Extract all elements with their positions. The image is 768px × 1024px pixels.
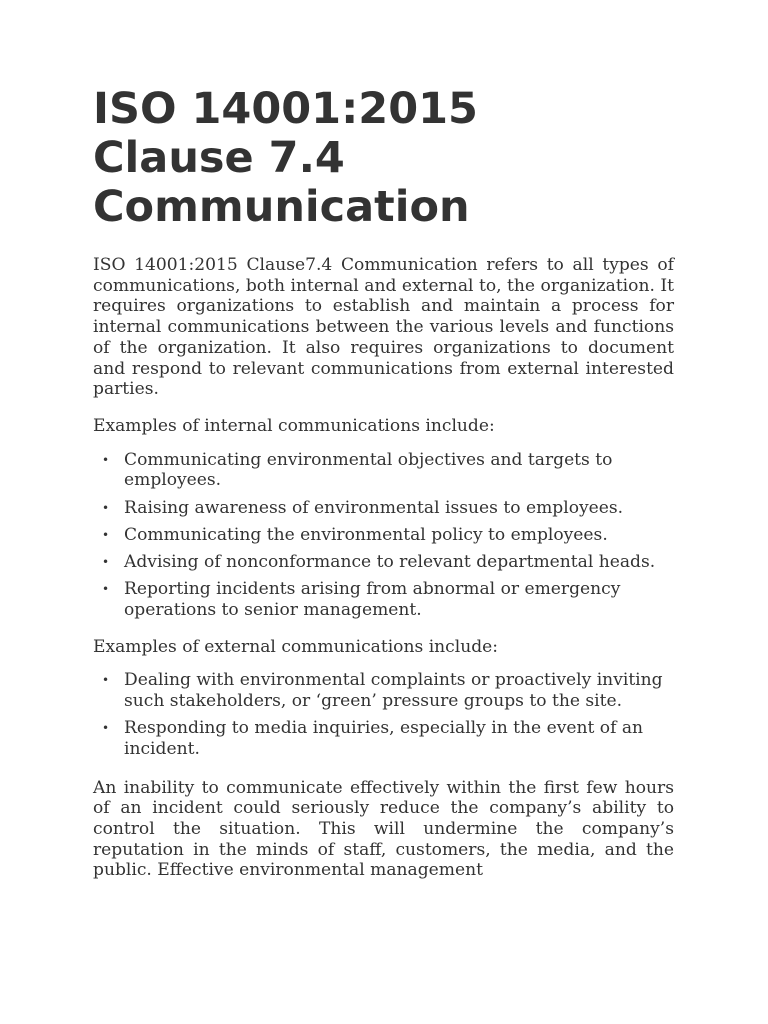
- bullet-icon: •: [102, 721, 110, 736]
- internal-examples-lead: Examples of internal communications include:: [93, 415, 495, 436]
- internal-examples-list: [93, 450, 674, 621]
- list-item: [93, 450, 674, 491]
- list-item-text: Communicating the environmental policy to employees.: [124, 524, 608, 545]
- list-item: [93, 718, 674, 759]
- bullet-icon: •: [102, 527, 110, 542]
- intro-paragraph: ISO 14001:2015 Clause7.4 Communication refers to all types of communications, both internal and external to, the organization. It requires organizations to establish and maintain a process for internal communications between the various levels and functions of the organization. It also requires organizations to document and respond to relevant communications from external interested parties.: [93, 255, 674, 400]
- closing-paragraph: An inability to communicate effectively within the first few hours of an incident could seriously reduce the company’s ability to control the situation. This will undermine the company’s reputation in the minds of staff, customers, the media, and the public. Effective environmental management: [93, 777, 674, 881]
- title-line: Communication: [93, 182, 470, 232]
- list-item: [93, 498, 674, 519]
- list-item-text: Advising of nonconformance to relevant departmental heads.: [124, 551, 656, 572]
- list-item-text: Responding to media inquiries, especially in the event of an incident.: [124, 718, 644, 759]
- external-examples-list: [93, 670, 674, 759]
- title-line: Clause 7.4: [93, 133, 345, 183]
- external-examples-lead: Examples of external communications include:: [93, 636, 499, 657]
- bullet-icon: •: [102, 500, 110, 515]
- list-item: [93, 525, 674, 546]
- page-title: [93, 85, 674, 232]
- list-item: [93, 552, 674, 573]
- list-item: [93, 670, 674, 711]
- document-page: [93, 85, 674, 881]
- list-item-text: Raising awareness of environmental issues to employees.: [124, 497, 624, 518]
- bullet-icon: •: [102, 582, 110, 597]
- list-item-text: Communicating environmental objectives and targets to employees.: [124, 449, 613, 491]
- list-item-text: Reporting incidents arising from abnormal or emergency operations to senior management.: [124, 579, 621, 620]
- bullet-icon: •: [102, 554, 110, 569]
- title-line: ISO 14001:2015: [93, 84, 478, 134]
- bullet-icon: •: [102, 452, 110, 467]
- list-item-text: Dealing with environmental complaints or proactively inviting such stakeholders, or ‘green’ pressure groups to the site.: [124, 670, 663, 711]
- list-item: [93, 579, 674, 620]
- bullet-icon: •: [102, 673, 110, 688]
